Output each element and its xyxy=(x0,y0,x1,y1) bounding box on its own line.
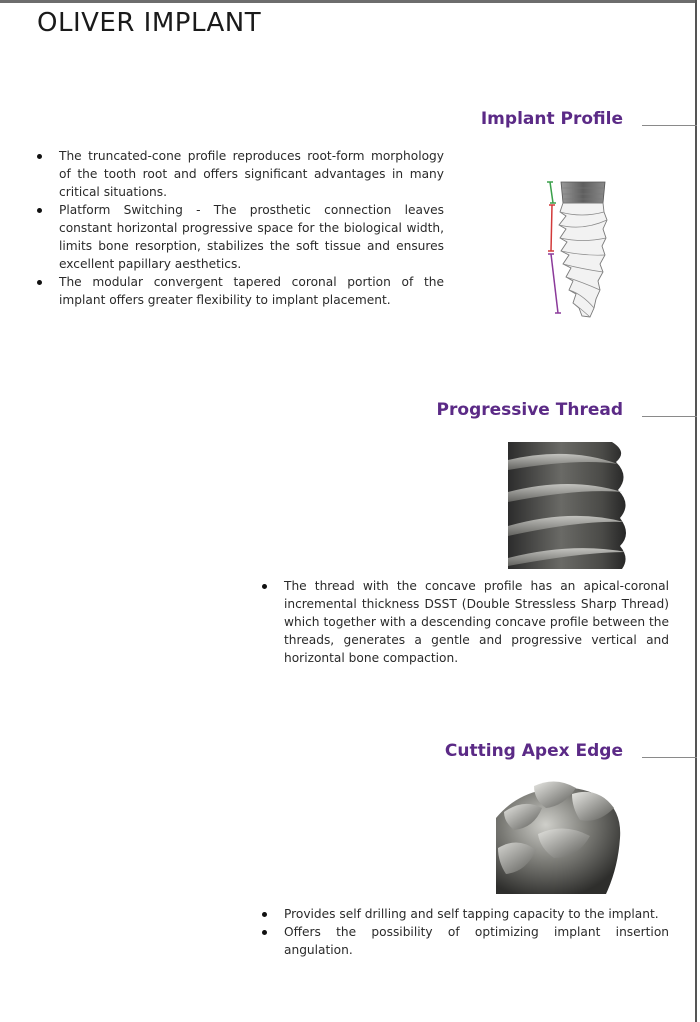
page-title: OLIVER IMPLANT xyxy=(37,8,262,38)
heading-rule xyxy=(642,757,697,758)
implant-profile-diagram xyxy=(530,172,630,327)
implant-profile-bullet-list xyxy=(37,147,444,309)
progressive-thread-bullet-list xyxy=(262,577,669,667)
cutting-apex-photo xyxy=(494,778,624,894)
list-item: Provides self drilling and self tapping capacity to the implant. xyxy=(262,905,669,923)
heading-rule xyxy=(642,416,697,417)
section-heading-cutting-apex-edge: Cutting Apex Edge xyxy=(444,741,623,761)
list-item: The truncated-cone profile reproduces root-form morphology of the tooth root and offers significant advantages in many critical situations. xyxy=(37,147,444,201)
heading-rule xyxy=(642,125,697,126)
section-heading-progressive-thread: Progressive Thread xyxy=(436,400,623,420)
cutting-apex-bullet-list xyxy=(262,905,669,959)
list-item: The modular convergent tapered coronal portion of the implant offers greater flexibility to implant placement. xyxy=(37,273,444,309)
right-border xyxy=(695,0,697,1022)
list-item: Platform Switching - The prosthetic connection leaves constant horizontal progressive space for the biological width, limits bone resorption, stabilizes the soft tissue and ensures excellent papillary aesthetics. xyxy=(37,201,444,273)
list-item: The thread with the concave profile has an apical-coronal incremental thickness DSST (Double Stressless Sharp Thread) which together with a descending concave profile between the threads, generates a gentle and progressive vertical and horizontal bone compaction. xyxy=(262,577,669,667)
section-heading-implant-profile: Implant Profile xyxy=(480,109,623,129)
list-item: Offers the possibility of optimizing implant insertion angulation. xyxy=(262,923,669,959)
thread-closeup-photo xyxy=(508,442,636,569)
top-border xyxy=(0,0,697,3)
